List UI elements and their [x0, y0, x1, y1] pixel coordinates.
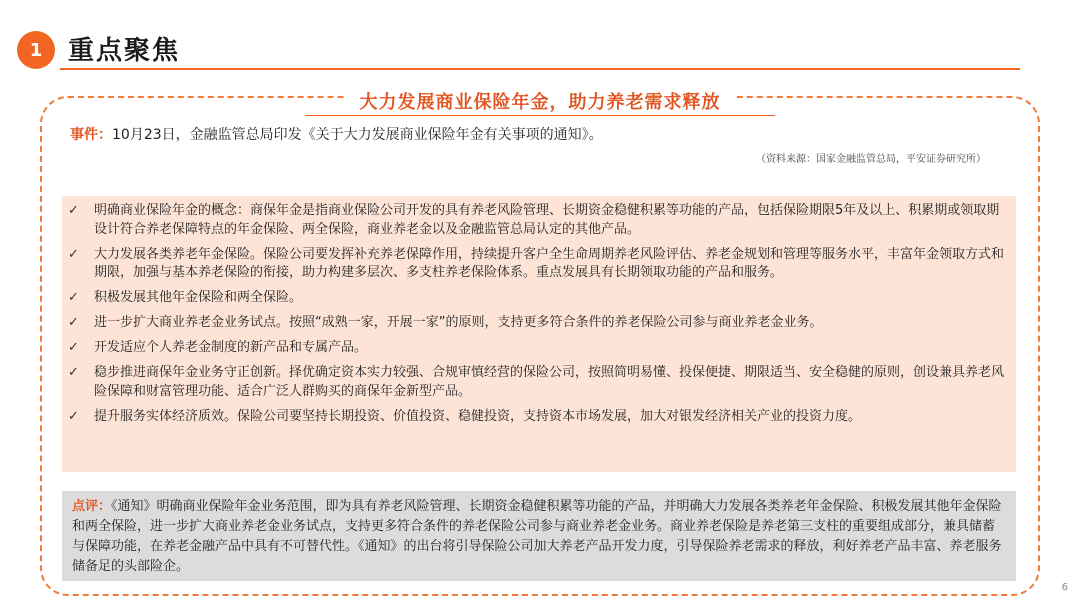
commentary-box [62, 491, 1016, 581]
section-title-divider [60, 68, 1020, 70]
check-icon: ✓ [68, 246, 79, 262]
check-icon: ✓ [68, 203, 79, 218]
list-item [68, 408, 1008, 427]
list-item [68, 339, 1008, 358]
section-title: 重点聚焦 [68, 36, 181, 66]
list-item-text: 开发适应个人养老金制度的新产品和专属产品。 [94, 340, 368, 355]
check-icon: ✓ [68, 340, 79, 355]
comment-label: 点评： [72, 499, 112, 514]
banner-title-underline [305, 115, 775, 116]
key-points-panel [62, 196, 1016, 472]
comment-text: 《通知》明确商业保险年金业务范围，即为具有养老风险管理、长期资金稳健积累等功能的产品，并明确大力发展各类养老年金保险、积极发展其他年金保险和两全保险，进一步扩大商业养老金业务试点，支持更多符合条件的养老保险公司参与商业养老金业务。商业养老保险是养老第三支柱的重要组成部分，兼具储蓄与保障功能，在养老金融产品中具有不可替代性。《通知》的出台将引导保险公司加大养老产品开发力度，引导保险养老需求的释放，利好养老产品丰富、养老服务储备足的头部险企。 [72, 499, 1002, 574]
banner-title: 大力发展商业保险年金，助力养老需求释放 [346, 88, 735, 114]
event-label: 事件： [70, 127, 112, 143]
list-item [68, 202, 1008, 239]
event-line [70, 124, 603, 144]
list-item-text: 提升服务实体经济质效。保险公司要坚持长期投资、价值投资、稳健投资，支持资本市场发展，加大对银发经济相关产业的投资力度。 [94, 408, 862, 424]
list-item-text: 稳步推进商保年金业务守正创新。择优确定资本实力较强、合规审慎经营的保险公司，按照简明易懂、投保便捷、期限适当、安全稳健的原则，创设兼具养老风险保障和财富管理功能、适合广泛人群购买的商保年金新型产品。 [94, 365, 1005, 399]
list-item [68, 289, 1008, 308]
check-icon: ✓ [68, 290, 79, 305]
list-item-text: 进一步扩大商业养老金业务试点。按照“成熟一家，开展一家”的原则，支持更多符合条件的养老保险公司参与商业养老金业务。 [94, 315, 823, 330]
list-item-text: 积极发展其他年金保险和两全保险。 [94, 290, 303, 305]
list-item [68, 246, 1008, 283]
banner-title-container [0, 88, 1080, 114]
check-icon: ✓ [68, 408, 79, 424]
event-text: 10月23日，金融监管总局印发《关于大力发展商业保险年金有关事项的通知》。 [112, 127, 603, 143]
check-icon: ✓ [68, 315, 79, 330]
source-note: （资料来源：国家金融监管总局，平安证券研究所） [756, 154, 986, 165]
list-item-text: 大力发展各类养老年金保险。保险公司要发挥补充养老保障作用，持续提升客户全生命周期养老风险评估、养老金规划和管理等服务水平，丰富年金领取方式和期限，加强与基本养老保险的衔接，助力构建多层次、多支柱养老保险体系。重点发展具有长期领取功能的产品和服务。 [94, 246, 1005, 280]
section-number-badge: 1 [17, 31, 55, 69]
page-number: 6 [1061, 582, 1068, 593]
list-item [68, 314, 1008, 333]
list-item-text: 明确商业保险年金的概念：商保年金是指商业保险公司开发的具有养老风险管理、长期资金稳健积累等功能的产品，包括保险期限5年及以上、积累期或领取期设计符合养老保障特点的年金保险、两全保险，商业养老金以及金融监管总局认定的其他产品。 [94, 203, 1000, 237]
check-icon: ✓ [68, 365, 79, 380]
list-item [68, 364, 1008, 401]
